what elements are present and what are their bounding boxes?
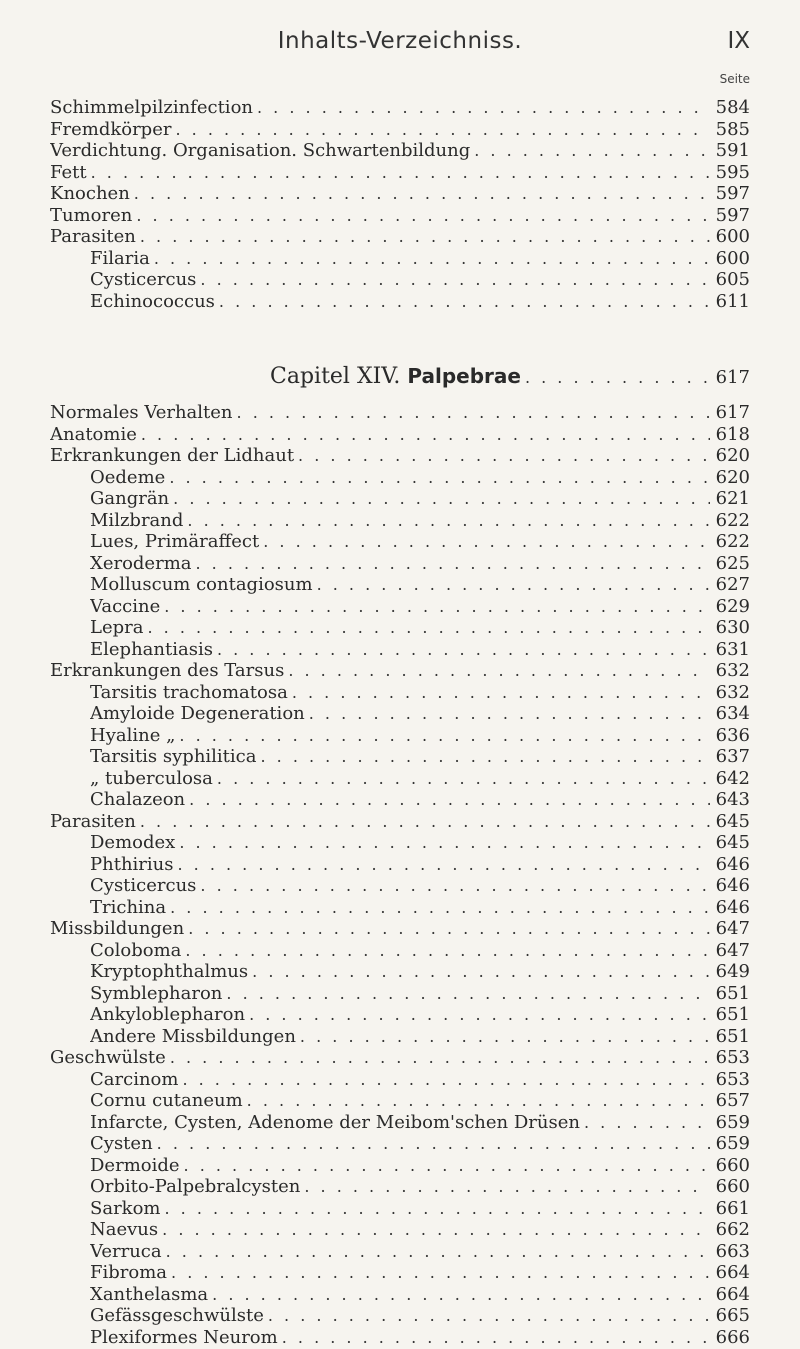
toc-entry [50,205,750,227]
toc-entry [90,1090,750,1112]
toc-entry-page: 643 [715,789,750,810]
toc-entry-page: 666 [715,1326,750,1348]
chapter-prefix: Capitel XIV. [270,364,401,389]
toc-entry [90,1069,750,1091]
toc-entry-page: 664 [715,1283,750,1305]
toc-entry [50,811,750,833]
toc-entry-label: Fremdkörper [50,118,172,140]
toc-entry-label: Lepra [90,617,144,638]
toc-entry-label: Xeroderma [90,552,192,574]
toc-entry [90,897,750,919]
toc-entry [90,746,750,768]
toc-entry [90,553,750,575]
toc-entry-page: 631 [715,638,750,660]
chapter-page: 617 [715,367,750,388]
toc-entry-label: Chalazeon [90,789,186,810]
toc-entry-label: „ tuberculosa [90,767,213,789]
toc-entry-page: 622 [715,509,750,531]
toc-entry-label: Xanthelasma [90,1283,209,1305]
toc-entry-label: Erkrankungen des Tarsus [50,660,285,681]
toc-entry-label: Trichina [90,896,167,918]
toc-entry-label: Schimmelpilzinfection [50,97,253,118]
toc-entry-label: Missbildungen [50,918,185,939]
toc-entry [90,789,750,811]
page-number: IX [727,28,750,54]
toc-entry [50,660,750,682]
toc-entry-label: Parasiten [50,226,136,247]
toc-entry-page: 634 [715,703,750,724]
toc-entry [90,467,750,489]
toc-entry [90,1219,750,1241]
toc-entry [50,162,750,184]
toc-entry-label: Cornu cutaneum [90,1090,243,1111]
toc-entry-label: Orbito-Palpebralcysten [90,1176,301,1197]
toc-entry-label: Symblepharon [90,982,223,1004]
toc-entry-label: Fibroma [90,1262,168,1283]
toc-entry-page: 591 [715,140,750,161]
toc-entry [90,639,750,661]
toc-entry [90,1305,750,1327]
toc-entry-label: Knochen [50,183,130,204]
seite-label: Seite [719,72,750,86]
toc-entry-page: 661 [715,1197,750,1219]
toc-entry-label: Milzbrand [90,509,184,531]
toc-entry-page: 660 [715,1154,750,1176]
toc-entry-page: 637 [715,746,750,767]
toc-entry [90,940,750,962]
toc-entry-label: Anatomie [50,423,137,445]
toc-entry [90,248,750,270]
toc-entry [50,226,750,248]
toc-entry-page: 660 [715,1176,750,1197]
chapter-heading [270,362,750,390]
toc-entry-page: 646 [715,875,750,896]
toc-entry-page: 636 [715,724,750,746]
toc-entry [90,1198,750,1220]
toc-entry [90,983,750,1005]
toc-entry-page: 597 [715,183,750,204]
toc-entry-page: 605 [715,269,750,290]
toc-entry-label: Cysten [90,1133,153,1154]
toc-entry-label: Oedeme [90,466,166,488]
toc-entry-label: Normales Verhalten [50,402,233,423]
toc-entry [50,97,750,119]
toc-entry-page: 651 [715,1025,750,1047]
toc-entry-page: 627 [715,574,750,595]
toc-entry-page: 662 [715,1219,750,1240]
toc-entry [50,183,750,205]
toc-entry [50,1047,750,1069]
toc-entry-label: Kryptophthalmus [90,961,249,982]
toc-entry-label: Verdichtung. Organisation. Schwartenbildung [50,140,471,161]
toc-entry-page: 663 [715,1240,750,1262]
toc-entry-page: 621 [715,488,750,509]
toc-entry-page: 657 [715,1090,750,1111]
toc-entry-label: Gangrän [90,488,170,509]
toc-entry-page: 645 [715,810,750,832]
toc-entry-label: Verruca [90,1240,162,1262]
toc-entry-label: Dermoide [90,1154,180,1176]
toc-entry-page: 659 [715,1111,750,1133]
toc-entry [90,488,750,510]
toc-entry-label: Erkrankungen der Lidhaut [50,445,295,466]
toc-entry-page: 629 [715,595,750,617]
toc-entry [90,291,750,313]
toc-entry-page: 584 [715,97,750,118]
toc-entry [50,445,750,467]
page-header [0,22,800,62]
toc-entry [90,531,750,553]
toc-entry [90,1176,750,1198]
toc-entry [90,832,750,854]
toc-entry-label: Hyaline „ [90,724,176,746]
toc-entry-label: Andere Missbildungen [90,1025,296,1047]
toc-entry-page: 642 [715,767,750,789]
toc-entry [90,875,750,897]
toc-entry-label: Parasiten [50,810,136,832]
toc-entry-label: Elephantiasis [90,638,213,660]
toc-entry [90,1241,750,1263]
toc-entry-page: 659 [715,1133,750,1154]
toc-entry [50,918,750,940]
toc-entry-page: 625 [715,552,750,574]
toc-entry-label: Gefässgeschwülste [90,1305,264,1326]
toc-entry-label: Cysticercus [90,875,197,896]
toc-entry-page: 585 [715,118,750,140]
toc-entry-page: 646 [715,853,750,875]
toc-entry-label: Coloboma [90,939,182,961]
toc-entry-page: 653 [715,1047,750,1068]
toc-entry [90,703,750,725]
toc-entry-page: 646 [715,896,750,918]
toc-entry-page: 618 [715,423,750,445]
toc-entry [90,1112,750,1134]
toc-entry-page: 600 [715,226,750,247]
toc-entry-label: Infarcte, Cysten, Adenome der Meibom'schen Drüsen [90,1111,580,1133]
toc-entry-label: Naevus [90,1219,159,1240]
toc-entry-label: Lues, Primäraffect [90,531,260,552]
toc-entry-page: 630 [715,617,750,638]
toc-entry-label: Tumoren [50,204,133,226]
toc-entry [90,574,750,596]
toc-entry-page: 620 [715,445,750,466]
toc-entry-label: Molluscum contagiosum [90,574,313,595]
toc-entry-page: 595 [715,161,750,183]
toc-entry-label: Ankyloblepharon [90,1004,246,1025]
toc-entry-page: 651 [715,982,750,1004]
toc-entry [90,269,750,291]
toc-entry [90,961,750,983]
toc-entry [90,1155,750,1177]
toc-entry-page: 651 [715,1004,750,1025]
toc-entry-label: Amyloide Degeneration [90,703,305,724]
toc-entry [50,424,750,446]
toc-entry [90,682,750,704]
toc-entry-page: 617 [715,402,750,423]
chapter-name: Palpebrae [407,364,521,388]
toc-entry [90,725,750,747]
toc-entry [90,1262,750,1284]
toc-entry-page: 600 [715,247,750,269]
toc-entry-page: 665 [715,1305,750,1326]
toc-entry [90,768,750,790]
toc-entry [90,510,750,532]
toc-entry [90,596,750,618]
toc-entry-label: Tarsitis trachomatosa [90,681,288,703]
toc-entry-label: Geschwülste [50,1047,166,1068]
toc-entry-page: 622 [715,531,750,552]
toc-entry-label: Filaria [90,247,150,269]
toc-entry [50,140,750,162]
toc-entry-label: Phthirius [90,853,174,875]
toc-entry [50,119,750,141]
toc-entry-label: Vaccine [90,595,161,617]
toc-entry-page: 632 [715,660,750,681]
toc-entry-page: 653 [715,1068,750,1090]
toc-entry-page: 647 [715,918,750,939]
toc-entry-page: 649 [715,961,750,982]
toc-entry [90,1026,750,1048]
toc-entry-page: 664 [715,1262,750,1283]
toc-entry-page: 597 [715,204,750,226]
toc-entry-label: Cysticercus [90,269,197,290]
page-title: Inhalts-Verzeichniss. [277,28,523,54]
toc-entry-page: 620 [715,466,750,488]
toc-entry [90,1284,750,1306]
toc-entry [90,1133,750,1155]
toc-entry-label: Tarsitis syphilitica [90,746,257,767]
toc-entry-page: 647 [715,939,750,961]
toc-entry [90,1004,750,1026]
toc-entry [50,402,750,424]
toc-entry-label: Fett [50,161,87,183]
toc-entry-label: Plexiformes Neurom [90,1326,278,1348]
toc-entry-label: Sarkom [90,1197,161,1219]
toc-entry-page: 611 [715,290,750,312]
toc-entry [90,1327,750,1349]
toc-entry-label: Carcinom [90,1068,179,1090]
toc-entry [90,854,750,876]
toc-entry [90,617,750,639]
toc-entry-label: Echinococcus [90,290,215,312]
toc-entry-page: 645 [715,832,750,853]
toc-entry-page: 632 [715,681,750,703]
toc-entry-label: Demodex [90,832,176,853]
